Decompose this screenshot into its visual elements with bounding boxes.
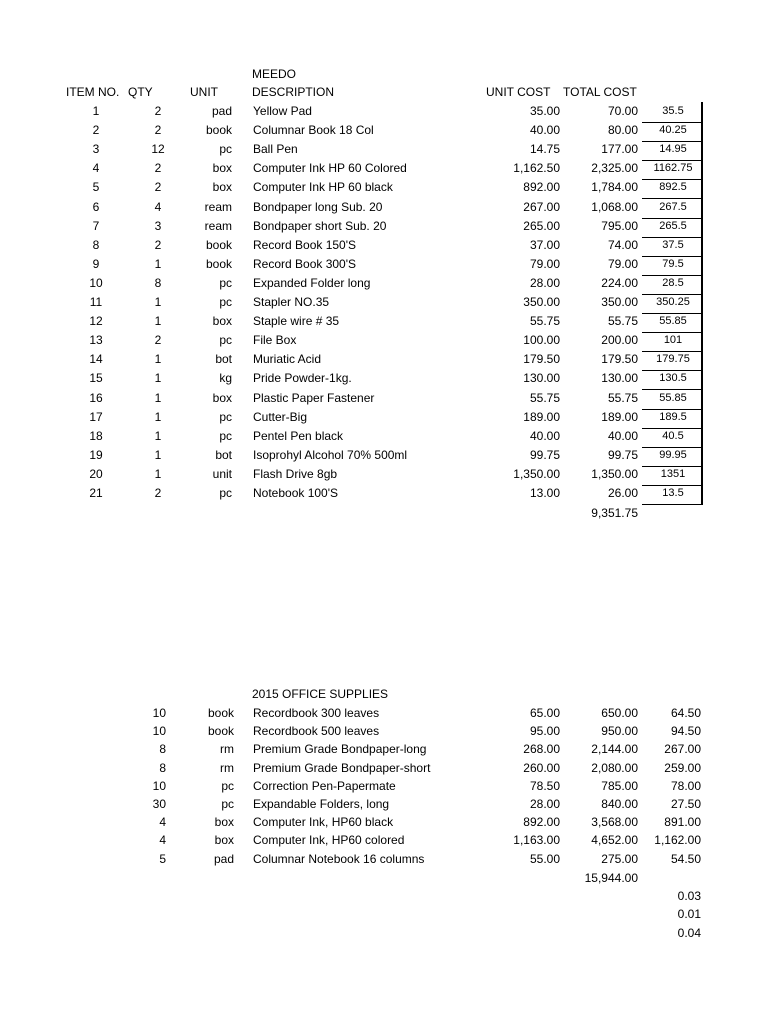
description-cell: Pentel Pen black [253, 428, 344, 443]
unit-cost-cell: 1,163.00 [513, 833, 560, 848]
total-cost-cell: 3,568.00 [591, 815, 638, 830]
unit-cost-cell: 267.00 [523, 199, 560, 214]
qty-cell: 1 [154, 314, 162, 329]
qty-cell: 8 [154, 275, 162, 290]
total-cost-cell: 99.75 [607, 447, 638, 462]
unit-cost-cell: 189.00 [523, 409, 560, 424]
extra-value-cell: 179.75 [656, 353, 690, 366]
unit-cost-cell: 37.00 [529, 237, 560, 252]
table-row [0, 123, 768, 142]
extra-value-cell: 94.50 [670, 724, 701, 739]
unit-cell: pc [221, 778, 234, 793]
extra-value-cell: 40.5 [662, 429, 684, 442]
qty-cell: 2 [154, 123, 162, 138]
table-row [0, 200, 768, 219]
table-row [0, 797, 768, 815]
table-row [0, 161, 768, 180]
item-number-cell: 14 [89, 352, 103, 367]
unit-cell: pc [219, 142, 232, 157]
description-cell: Columnar Book 18 Col [253, 123, 374, 138]
unit-cost-cell: 28.00 [529, 797, 560, 811]
description-cell: Plastic Paper Fastener [253, 390, 375, 405]
qty-cell: 2 [154, 486, 162, 500]
qty-cell: 8 [159, 760, 166, 775]
unit-cost-cell: 260.00 [523, 760, 560, 775]
extra-value-cell: 28.5 [662, 276, 684, 289]
unit-cell: ream [204, 199, 232, 214]
total-cost-cell: 840.00 [601, 797, 638, 811]
unit-cost-cell: 95.00 [529, 724, 560, 739]
extra-value-cell: 99.95 [659, 448, 687, 461]
item-number-cell: 9 [92, 256, 100, 271]
unit-cell: pc [219, 333, 232, 348]
qty-cell: 2 [154, 161, 162, 176]
description-cell: Yellow Pad [253, 104, 312, 118]
total-cost-cell: 350.00 [601, 295, 638, 309]
description-cell: Flash Drive 8gb [253, 466, 338, 481]
extra-value-cell: 27.50 [670, 797, 701, 811]
unit-cell: pc [219, 486, 232, 500]
qty-cell: 2 [154, 104, 162, 118]
qty-cell: 2 [154, 333, 162, 348]
unit-cell: rm [220, 742, 234, 757]
extra-value-cell: 130.5 [659, 372, 687, 385]
description-cell: Stapler NO.35 [253, 295, 330, 309]
unit-cell: box [212, 180, 232, 195]
unit-cost-cell: 265.00 [523, 218, 560, 233]
unit-cell: box [214, 815, 234, 830]
unit-cell: pad [211, 104, 232, 118]
extra-value-cell: 37.5 [662, 238, 684, 251]
total-cost-cell: 4,652.00 [591, 833, 638, 848]
unit-cost-cell: 350.00 [523, 295, 560, 309]
table-row [0, 333, 768, 352]
description-cell: Expanded Folder long [253, 275, 371, 290]
unit-cost-cell: 100.00 [523, 333, 560, 348]
table-row [0, 142, 768, 161]
extra-value-cell: 267.5 [659, 200, 687, 213]
header-description: DESCRIPTION [252, 85, 335, 99]
unit-cost-cell: 268.00 [523, 742, 560, 757]
meedo-title: MEEDO [252, 67, 297, 81]
extra-value-cell: 267.00 [664, 742, 701, 757]
unit-cost-cell: 28.00 [529, 275, 560, 290]
office-supplies-grand-total: 15,944.00 [584, 871, 638, 885]
qty-cell: 1 [154, 295, 162, 309]
extra-value-cell: 78.00 [670, 778, 701, 793]
unit-cell: box [212, 314, 232, 329]
table-row [0, 180, 768, 199]
unit-cost-cell: 179.50 [523, 352, 560, 367]
total-cost-cell: 130.00 [601, 371, 638, 386]
table-row [0, 314, 768, 333]
total-cost-cell: 40.00 [607, 428, 638, 443]
row-underline [642, 504, 702, 505]
unit-cell: rm [220, 760, 234, 775]
table-row [0, 761, 768, 779]
item-number-cell: 20 [89, 466, 103, 481]
extra-value-cell: 350.25 [656, 296, 690, 308]
table-row [0, 833, 768, 851]
extra-value-cell: 1,162.00 [654, 833, 701, 848]
unit-cell: pad [213, 851, 234, 866]
unit-cost-cell: 55.00 [529, 851, 560, 866]
description-cell: Muriatic Acid [253, 352, 322, 367]
description-cell: Bondpaper long Sub. 20 [253, 199, 383, 214]
extra-value-cell: 891.00 [664, 815, 701, 830]
unit-cell: ream [204, 218, 232, 233]
total-cost-cell: 650.00 [601, 706, 638, 720]
item-number-cell: 21 [89, 486, 103, 500]
extra-value-cell: 1351 [660, 467, 686, 480]
description-cell: Pride Powder-1kg. [253, 371, 352, 386]
item-number-cell: 12 [89, 314, 103, 329]
table-row [0, 486, 768, 505]
total-cost-cell: 55.75 [607, 390, 638, 405]
description-cell: File Box [253, 333, 297, 348]
item-number-cell: 15 [89, 371, 103, 386]
qty-cell: 3 [154, 218, 162, 233]
table-row [0, 352, 768, 371]
item-number-cell: 18 [89, 428, 103, 443]
item-number-cell: 13 [89, 333, 103, 348]
item-number-cell: 1 [92, 104, 100, 118]
unit-cell: kg [219, 371, 232, 386]
qty-cell: 1 [154, 409, 162, 424]
extra-value-cell: 40.25 [659, 124, 687, 137]
unit-cost-cell: 1,162.50 [513, 161, 560, 176]
total-cost-cell: 179.50 [601, 352, 638, 367]
qty-cell: 4 [159, 815, 166, 830]
header-total-cost: TOTAL COST [563, 85, 637, 99]
unit-cell: book [207, 706, 234, 720]
unit-cell: book [205, 256, 232, 271]
unit-cell: bot [215, 447, 232, 462]
table-row [0, 467, 768, 486]
item-number-cell: 4 [92, 161, 100, 176]
table-row [0, 779, 768, 797]
qty-cell: 1 [154, 390, 162, 405]
unit-cell: box [212, 161, 232, 176]
description-cell: Record Book 300'S [253, 256, 357, 271]
table-row [0, 371, 768, 390]
unit-cost-cell: 14.75 [529, 142, 560, 157]
total-cost-cell: 70.00 [607, 104, 638, 118]
unit-cost-cell: 78.50 [529, 778, 560, 793]
qty-cell: 1 [154, 256, 162, 271]
description-cell: Recordbook 500 leaves [253, 724, 380, 739]
extra-value-cell: 55.85 [659, 391, 687, 404]
header-unit-cost: UNIT COST [486, 85, 551, 99]
unit-cost-cell: 40.00 [529, 123, 560, 138]
qty-cell: 1 [154, 428, 162, 443]
table-row [0, 104, 768, 123]
item-number-cell: 5 [92, 180, 100, 195]
total-cost-cell: 26.00 [607, 486, 638, 500]
total-cost-cell: 795.00 [601, 218, 638, 233]
unit-cell: box [212, 390, 232, 405]
qty-cell: 2 [154, 237, 162, 252]
qty-cell: 10 [152, 778, 166, 793]
extra-value-cell: 79.5 [662, 257, 684, 270]
unit-cell: pc [221, 797, 234, 811]
extra-value-cell: 189.5 [659, 410, 687, 423]
description-cell: Cutter-Big [253, 409, 308, 424]
description-cell: Isoprohyl Alcohol 70% 500ml [253, 447, 408, 462]
total-cost-cell: 1,784.00 [591, 180, 638, 195]
description-cell: Ball Pen [253, 142, 298, 157]
table-row [0, 238, 768, 257]
item-number-cell: 10 [89, 275, 103, 290]
total-cost-cell: 189.00 [601, 409, 638, 424]
extra-value-cell: 55.85 [659, 315, 687, 328]
qty-cell: 12 [151, 142, 165, 157]
table-row [0, 295, 768, 314]
table-row [0, 724, 768, 742]
qty-cell: 4 [154, 199, 162, 214]
qty-cell: 1 [154, 352, 162, 367]
unit-cost-cell: 65.00 [529, 706, 560, 720]
description-cell: Computer Ink, HP60 colored [253, 833, 405, 848]
item-number-cell: 2 [92, 123, 100, 138]
unit-cell: pc [219, 409, 232, 424]
table-row [0, 742, 768, 760]
table-row [0, 391, 768, 410]
table-row [0, 815, 768, 833]
meedo-grand-total: 9,351.75 [591, 506, 638, 520]
footer-value-1: 0.03 [677, 889, 701, 903]
extra-value-cell: 259.00 [664, 760, 701, 775]
footer-value-2: 0.01 [677, 907, 701, 921]
unit-cell: book [207, 724, 234, 739]
unit-cost-cell: 40.00 [529, 428, 560, 443]
description-cell: Record Book 150'S [253, 237, 357, 252]
office-supplies-title: 2015 OFFICE SUPPLIES [252, 687, 389, 701]
table-row [0, 852, 768, 870]
footer-value-3: 0.04 [677, 926, 701, 940]
total-cost-cell: 55.75 [607, 314, 638, 329]
qty-cell: 5 [159, 851, 166, 866]
qty-cell: 4 [159, 833, 166, 848]
total-cost-cell: 785.00 [601, 778, 638, 793]
description-cell: Columnar Notebook 16 columns [253, 851, 425, 866]
extra-value-cell: 54.50 [670, 851, 701, 866]
description-cell: Computer Ink, HP60 black [253, 815, 394, 830]
extra-value-cell: 101 [663, 334, 683, 347]
item-number-cell: 3 [92, 142, 100, 157]
qty-cell: 1 [154, 466, 162, 481]
total-cost-cell: 200.00 [601, 333, 638, 348]
total-cost-cell: 79.00 [607, 256, 638, 271]
item-number-cell: 17 [89, 409, 103, 424]
header-unit: UNIT [190, 85, 218, 99]
item-number-cell: 7 [92, 218, 100, 233]
table-row [0, 429, 768, 448]
unit-cost-cell: 55.75 [529, 314, 560, 329]
qty-cell: 2 [154, 180, 162, 195]
description-cell: Staple wire # 35 [253, 314, 340, 329]
description-cell: Computer Ink HP 60 Colored [253, 161, 407, 176]
description-cell: Premium Grade Bondpaper-short [253, 760, 431, 775]
description-cell: Computer Ink HP 60 black [253, 180, 393, 195]
qty-cell: 10 [152, 706, 166, 720]
total-cost-cell: 224.00 [601, 275, 638, 290]
unit-cost-cell: 35.00 [529, 104, 560, 118]
table-row [0, 410, 768, 429]
qty-cell: 8 [159, 742, 166, 757]
unit-cost-cell: 79.00 [529, 256, 560, 271]
unit-cell: pc [219, 428, 232, 443]
unit-cost-cell: 892.00 [523, 180, 560, 195]
total-cost-cell: 1,350.00 [591, 466, 638, 481]
extra-value-cell: 14.95 [659, 143, 687, 156]
total-cost-cell: 2,144.00 [591, 742, 638, 757]
description-cell: Correction Pen-Papermate [253, 778, 396, 793]
extra-value-cell: 35.5 [662, 105, 684, 117]
total-cost-cell: 275.00 [601, 851, 638, 866]
header-qty: QTY [128, 85, 153, 99]
extra-value-cell: 892.5 [659, 181, 687, 194]
qty-cell: 1 [154, 447, 162, 462]
item-number-cell: 16 [89, 390, 103, 405]
item-number-cell: 19 [89, 447, 103, 462]
total-cost-cell: 1,068.00 [591, 199, 638, 214]
qty-cell: 10 [152, 724, 166, 739]
qty-cell: 30 [152, 797, 166, 811]
unit-cell: book [205, 237, 232, 252]
header-item-no: ITEM NO. [66, 85, 120, 99]
description-cell: Bondpaper short Sub. 20 [253, 218, 387, 233]
unit-cell: unit [212, 466, 232, 481]
unit-cell: box [214, 833, 234, 848]
extra-value-cell: 64.50 [670, 706, 701, 720]
unit-cost-cell: 99.75 [529, 447, 560, 462]
unit-cost-cell: 892.00 [523, 815, 560, 830]
extra-column-border [701, 102, 703, 505]
total-cost-cell: 2,080.00 [591, 760, 638, 775]
total-cost-cell: 177.00 [601, 142, 638, 157]
unit-cell: bot [215, 352, 232, 367]
table-row [0, 276, 768, 295]
total-cost-cell: 2,325.00 [591, 161, 638, 176]
table-row [0, 706, 768, 724]
extra-value-cell: 1162.75 [653, 162, 693, 175]
description-cell: Premium Grade Bondpaper-long [253, 742, 427, 757]
table-row [0, 219, 768, 238]
item-number-cell: 8 [92, 237, 100, 252]
unit-cell: pc [219, 275, 232, 290]
description-cell: Recordbook 300 leaves [253, 706, 380, 720]
table-row [0, 448, 768, 467]
unit-cell: pc [219, 295, 232, 309]
total-cost-cell: 80.00 [607, 123, 638, 138]
item-number-cell: 6 [92, 199, 100, 214]
unit-cost-cell: 13.00 [529, 486, 560, 500]
unit-cost-cell: 1,350.00 [513, 466, 560, 481]
table-row [0, 257, 768, 276]
total-cost-cell: 950.00 [601, 724, 638, 739]
item-number-cell: 11 [89, 295, 103, 309]
extra-value-cell: 13.5 [662, 487, 684, 499]
description-cell: Notebook 100'S [253, 486, 339, 500]
unit-cost-cell: 130.00 [523, 371, 560, 386]
description-cell: Expandable Folders, long [253, 797, 390, 811]
unit-cost-cell: 55.75 [529, 390, 560, 405]
total-cost-cell: 74.00 [607, 237, 638, 252]
unit-cell: book [205, 123, 232, 138]
qty-cell: 1 [154, 371, 162, 386]
extra-value-cell: 265.5 [659, 219, 687, 232]
